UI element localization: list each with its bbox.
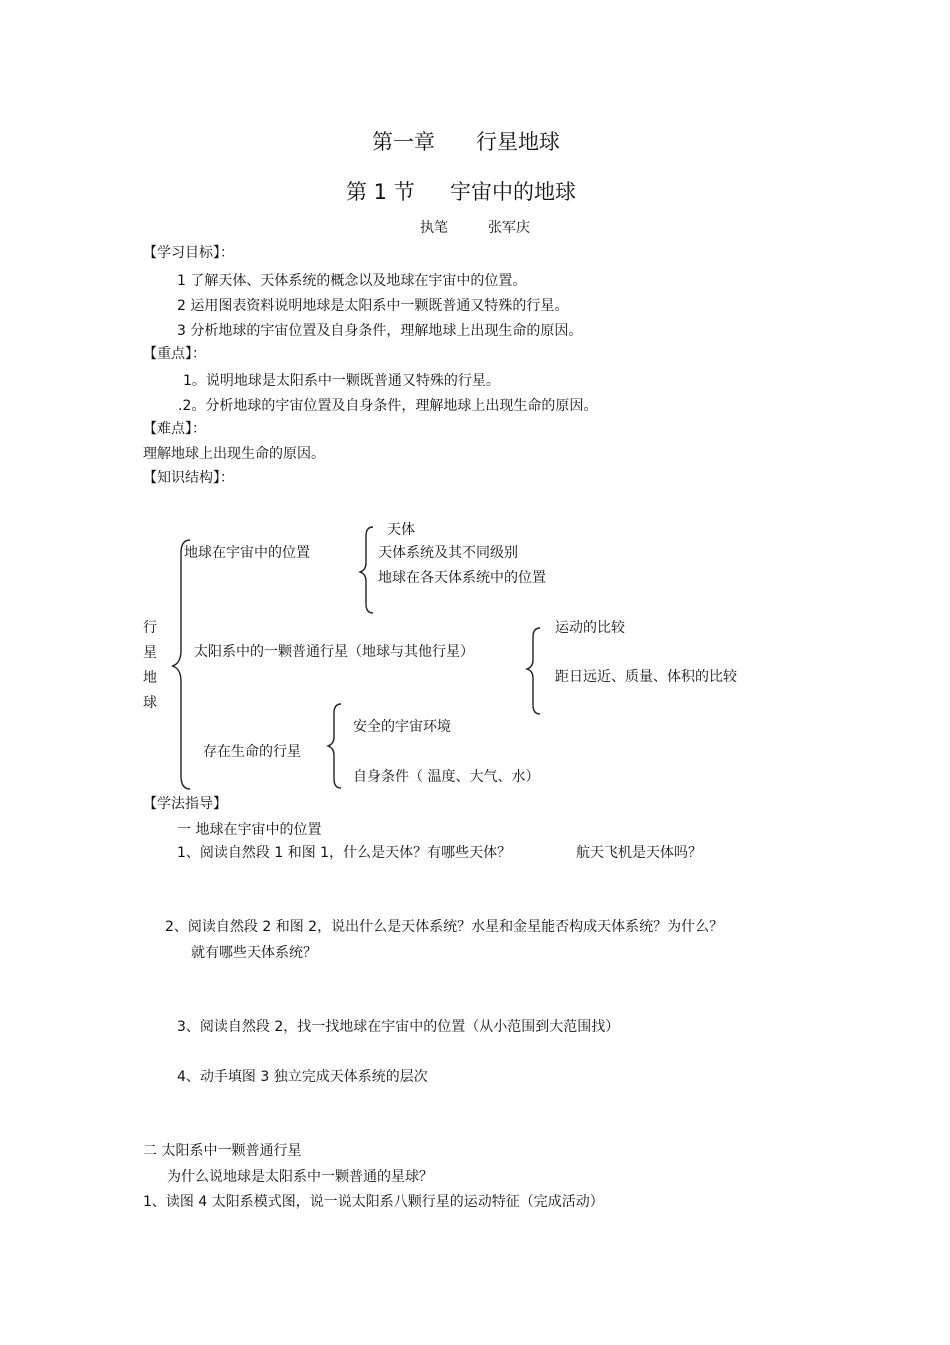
objective-item: 2 运用图表资料说明地球是太阳系中一颗既普通又特殊的行星。	[177, 298, 569, 314]
brace-life	[328, 704, 341, 788]
key-points-heading: 【重点】：	[143, 346, 206, 362]
guide-question-tail: 航天飞机是天体吗？	[576, 845, 702, 861]
brace-position	[360, 527, 373, 613]
guide-question: 1、读图 4 太阳系模式图，说一说太阳系八颗行星的运动特征（完成活动）	[143, 1194, 604, 1210]
objectives-heading: 【学习目标】：	[143, 245, 234, 261]
guide-part2-title: 二 太阳系中一颗普通行星	[143, 1143, 302, 1159]
chapter-title: 行星地球	[476, 130, 560, 154]
structure-root-char: 星	[143, 645, 157, 661]
guide-question: 2、阅读自然段 2 和图 2，说出什么是天体系统？水星和金星能否构成天体系统？为什么？	[165, 919, 724, 935]
section-title: 宇宙中的地球	[450, 180, 576, 204]
section-number: 第 1 节	[346, 180, 415, 204]
branch-child: 天体	[387, 522, 415, 538]
branch-child: 地球在各天体系统中的位置	[378, 570, 546, 586]
guide-question: 3、阅读自然段 2，找一找地球在宇宙中的位置（从小范围到大范围找）	[177, 1019, 620, 1035]
guide-question-cont: 就有哪些天体系统？	[191, 945, 317, 961]
difficulty-heading: 【难点】：	[143, 421, 206, 437]
objective-item: 3 分析地球的宇宙位置及自身条件，理解地球上出现生命的原因。	[177, 323, 583, 339]
guide-part1-title: 一 地球在宇宙中的位置	[177, 822, 322, 838]
key-point-item: .2。分析地球的宇宙位置及自身条件，理解地球上出现生命的原因。	[178, 398, 598, 414]
difficulty-text: 理解地球上出现生命的原因。	[143, 446, 325, 462]
guide-question: 4、动手填图 3 独立完成天体系统的层次	[177, 1069, 428, 1085]
branch-child: 运动的比较	[555, 620, 625, 636]
author-label: 执笔	[420, 220, 448, 236]
branch-label: 太阳系中的一颗普通行星（地球与其他行星）	[194, 644, 474, 660]
branch-child: 安全的宇宙环境	[353, 719, 451, 735]
branch-child: 自身条件（ 温度、大气、水）	[353, 769, 540, 785]
branch-label: 地球在宇宙中的位置	[184, 545, 310, 561]
structure-heading: 【知识结构】：	[143, 470, 234, 486]
main-brace	[172, 540, 190, 789]
key-point-item: 1。说明地球是太阳系中一颗既普通又特殊的行星。	[183, 373, 500, 389]
chapter-number: 第一章	[372, 130, 435, 154]
structure-root-char: 行	[143, 620, 157, 636]
objective-item: 1 了解天体、天体系统的概念以及地球在宇宙中的位置。	[177, 273, 527, 289]
branch-child: 天体系统及其不同级别	[378, 545, 518, 561]
author-name: 张军庆	[488, 220, 530, 236]
brace-planet	[527, 628, 540, 714]
structure-root-char: 地	[143, 670, 157, 686]
branch-child: 距日远近、质量、体积的比较	[555, 669, 737, 685]
guide-part2-question: 为什么说地球是太阳系中一颗普通的星球？	[167, 1169, 433, 1185]
guide-question: 1、阅读自然段 1 和图 1，什么是天体？有哪些天体？	[177, 845, 512, 861]
branch-label: 存在生命的行星	[203, 744, 301, 760]
guide-heading: 【学法指导】	[143, 796, 227, 812]
structure-root-char: 球	[143, 695, 157, 711]
